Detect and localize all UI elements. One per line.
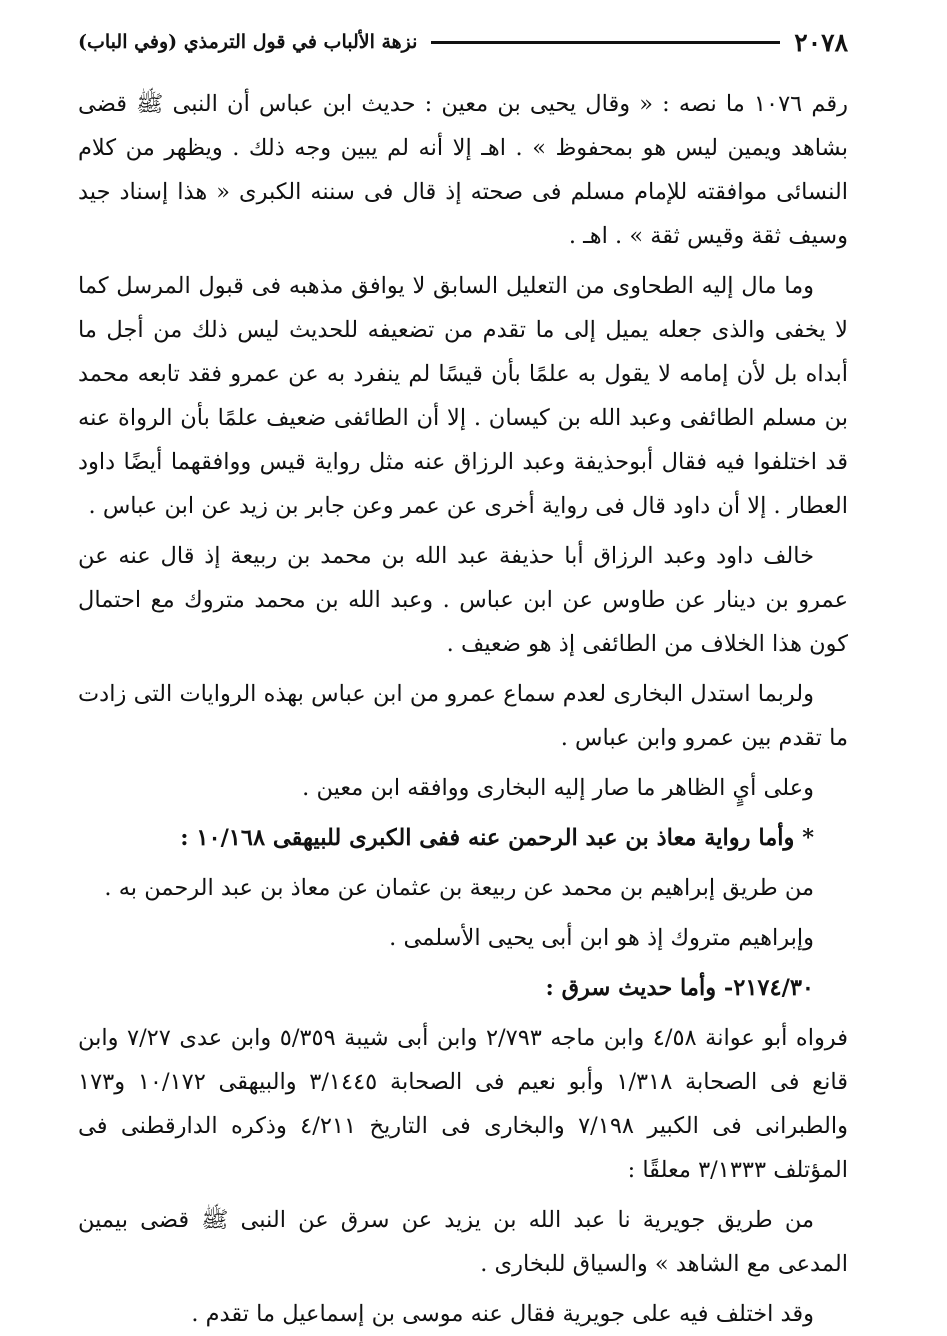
paragraph: وعلى أيٍ الظاهر ما صار إليه البخارى ووافقه ابن معين . — [302, 775, 814, 801]
body-text — [78, 82, 848, 1336]
section-heading: * وأما رواية معاذ بن عبد الرحمن عنه ففى الكبرى للبيهقى ١٠/١٦٨ : — [180, 825, 814, 851]
paragraph: من طريق إبراهيم بن محمد عن ربيعة بن عثمان عن معاذ بن عبد الرحمن به . — [104, 875, 814, 901]
header-rule — [431, 41, 780, 44]
paragraph: وإبراهيم متروك إذ هو ابن أبى يحيى الأسلمى . — [389, 925, 814, 951]
book-page — [78, 22, 848, 1327]
page-header — [78, 22, 848, 62]
paragraph: وما مال إليه الطحاوى من التعليل السابق لا يوافق مذهبه فى قبول المرسل كما لا يخفى والذى جعله يميل إلى ما تقدم من تضعيفه للحديث ليس ذلك من أجل ما أبداه بل لأن إمامه لا يقول به علمًا بأن قيسًا لم ينفرد به عن عمرو فقد تابعه محمد بن مسلم الطائفى وعبد الله بن كيسان . إلا أن الطائفى ضعيف علمًا بأن الرواة عنه قد اختلفوا فيه فقال أبوحذيفة وعبد الرزاق عنه مثل رواية قيس ووافقهما أيضًا داود العطار . إلا أن داود قال فى رواية أخرى عن عمر وعن جابر بن زيد عن ابن عباس . — [78, 273, 848, 519]
paragraph: رقم ١٠٧٦ ما نصه : « وقال يحيى بن معين : حديث ابن عباس أن النبى ﷺ قضى بشاهد ويمين ليس هو بمحفوظ » . اهـ إلا أنه لم يبين وجه ذلك . ويظهر من كلام النسائى موافقته للإمام مسلم فى صحته إذ قال فى سننه الكبرى « هذا إسناد جيد وسيف ثقة وقيس ثقة » . اهـ . — [78, 91, 848, 249]
paragraph: ولربما استدل البخارى لعدم سماع عمرو من ابن عباس بهذه الروايات التى زادت ما تقدم بين عمرو وابن عباس . — [78, 681, 848, 751]
paragraph: خالف داود وعبد الرزاق أبا حذيفة عبد الله بن محمد بن ربيعة إذ قال عنه عن عمرو بن دينار عن طاوس عن ابن عباس . وعبد الله بن محمد متروك مع احتمال كون هذا الخلاف من الطائفى إذ هو ضعيف . — [78, 543, 848, 657]
page-number: ٢٠٧٨ — [794, 27, 848, 57]
paragraph: فرواه أبو عوانة ٤/٥٨ وابن ماجه ٢/٧٩٣ وابن أبى شيبة ٥/٣٥٩ وابن عدى ٧/٢٧ وابن قانع فى الصحابة ١/٣١٨ وأبو نعيم فى الصحابة ٣/١٤٤٥ والبيهقى ١٠/١٧٢ و١٧٣ والطبرانى فى الكبير ٧/١٩٨ والبخارى فى التاريخ ٤/٢١١ وذكره الدارقطنى فى المؤتلف ٣/١٣٣٣ معلقًا : — [78, 1025, 848, 1183]
hadith-heading: ٢١٧٤/٣٠- وأما حديث سرق : — [545, 975, 814, 1001]
running-title: نزهة الألباب في قول الترمذي (وفي الباب) — [78, 31, 418, 53]
paragraph: وقد اختلف فيه على جويرية فقال عنه موسى بن إسماعيل ما تقدم . — [191, 1301, 814, 1327]
paragraph: من طريق جويرية نا عبد الله بن يزيد عن سرق عن النبى ﷺ قضى بيمين المدعى مع الشاهد » والسياق للبخارى . — [78, 1207, 848, 1277]
